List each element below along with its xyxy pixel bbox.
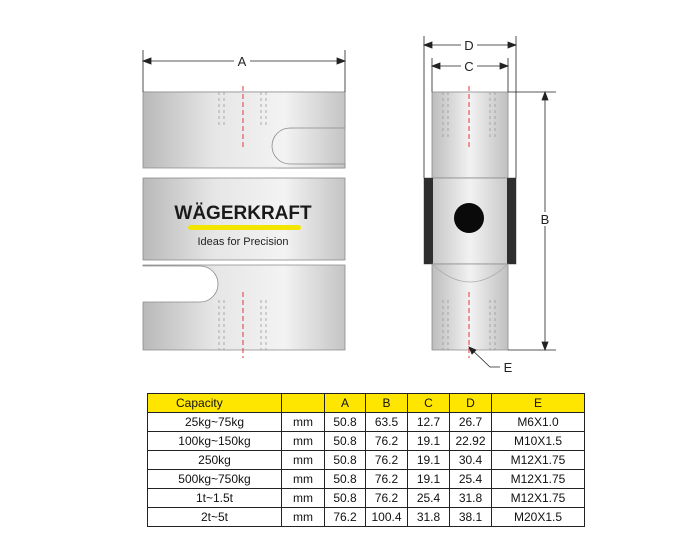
cell-d: 25.4 — [450, 470, 492, 489]
cell-b: 100.4 — [366, 508, 408, 527]
cell-e: M20X1.5 — [492, 508, 585, 527]
cell-c: 12.7 — [408, 413, 450, 432]
header-d: D — [450, 394, 492, 413]
table-row — [148, 413, 585, 432]
cell-e: M10X1.5 — [492, 432, 585, 451]
cell-c: 19.1 — [408, 432, 450, 451]
cell-d: 31.8 — [450, 489, 492, 508]
cell-capacity: 2t~5t — [148, 508, 282, 527]
table-row — [148, 489, 585, 508]
cell-e: M12X1.75 — [492, 451, 585, 470]
cell-b: 76.2 — [366, 470, 408, 489]
cell-unit: mm — [282, 432, 325, 451]
cell-a: 50.8 — [325, 413, 366, 432]
cell-d: 26.7 — [450, 413, 492, 432]
cell-unit: mm — [282, 470, 325, 489]
cell-d: 38.1 — [450, 508, 492, 527]
cell-a: 76.2 — [325, 508, 366, 527]
cable-hole — [454, 203, 484, 233]
cell-c: 31.8 — [408, 508, 450, 527]
side-view — [424, 86, 516, 358]
cell-c: 19.1 — [408, 470, 450, 489]
brand-logo: WÄGERKRAFT — [174, 203, 312, 224]
header-a: A — [325, 394, 366, 413]
table-row — [148, 451, 585, 470]
table-row — [148, 432, 585, 451]
cell-e: M12X1.75 — [492, 470, 585, 489]
cell-d: 30.4 — [450, 451, 492, 470]
cell-capacity: 25kg~75kg — [148, 413, 282, 432]
brand-tagline: Ideas for Precision — [197, 236, 289, 248]
cell-unit: mm — [282, 508, 325, 527]
cell-e: M12X1.75 — [492, 489, 585, 508]
spec-table — [147, 393, 585, 527]
table-row — [148, 508, 585, 527]
cell-unit: mm — [282, 451, 325, 470]
table-header-row — [148, 394, 585, 413]
s-beam-bottom — [143, 265, 345, 350]
cell-d: 22.92 — [450, 432, 492, 451]
side-seal-left — [424, 178, 433, 264]
logo-accent-bar — [188, 225, 301, 230]
label-d: D — [464, 38, 474, 53]
header-c: C — [408, 394, 450, 413]
table-row — [148, 470, 585, 489]
header-e: E — [492, 394, 585, 413]
side-seal-right — [507, 178, 516, 264]
label-e: E — [503, 360, 513, 375]
header-b: B — [366, 394, 408, 413]
cell-a: 50.8 — [325, 451, 366, 470]
cell-capacity: 100kg~150kg — [148, 432, 282, 451]
cell-capacity: 250kg — [148, 451, 282, 470]
header-capacity: Capacity — [148, 394, 282, 413]
cell-c: 19.1 — [408, 451, 450, 470]
header-unit — [282, 394, 325, 413]
front-view — [143, 86, 345, 358]
cell-a: 50.8 — [325, 432, 366, 451]
label-b: B — [540, 212, 550, 227]
cell-capacity: 1t~1.5t — [148, 489, 282, 508]
label-c: C — [464, 59, 474, 74]
label-a: A — [237, 54, 247, 69]
cell-b: 76.2 — [366, 432, 408, 451]
cell-b: 63.5 — [366, 413, 408, 432]
cell-a: 50.8 — [325, 489, 366, 508]
cell-capacity: 500kg~750kg — [148, 470, 282, 489]
cell-c: 25.4 — [408, 489, 450, 508]
cell-e: M6X1.0 — [492, 413, 585, 432]
cell-unit: mm — [282, 489, 325, 508]
cell-unit: mm — [282, 413, 325, 432]
cell-b: 76.2 — [366, 451, 408, 470]
cell-a: 50.8 — [325, 470, 366, 489]
cell-b: 76.2 — [366, 489, 408, 508]
